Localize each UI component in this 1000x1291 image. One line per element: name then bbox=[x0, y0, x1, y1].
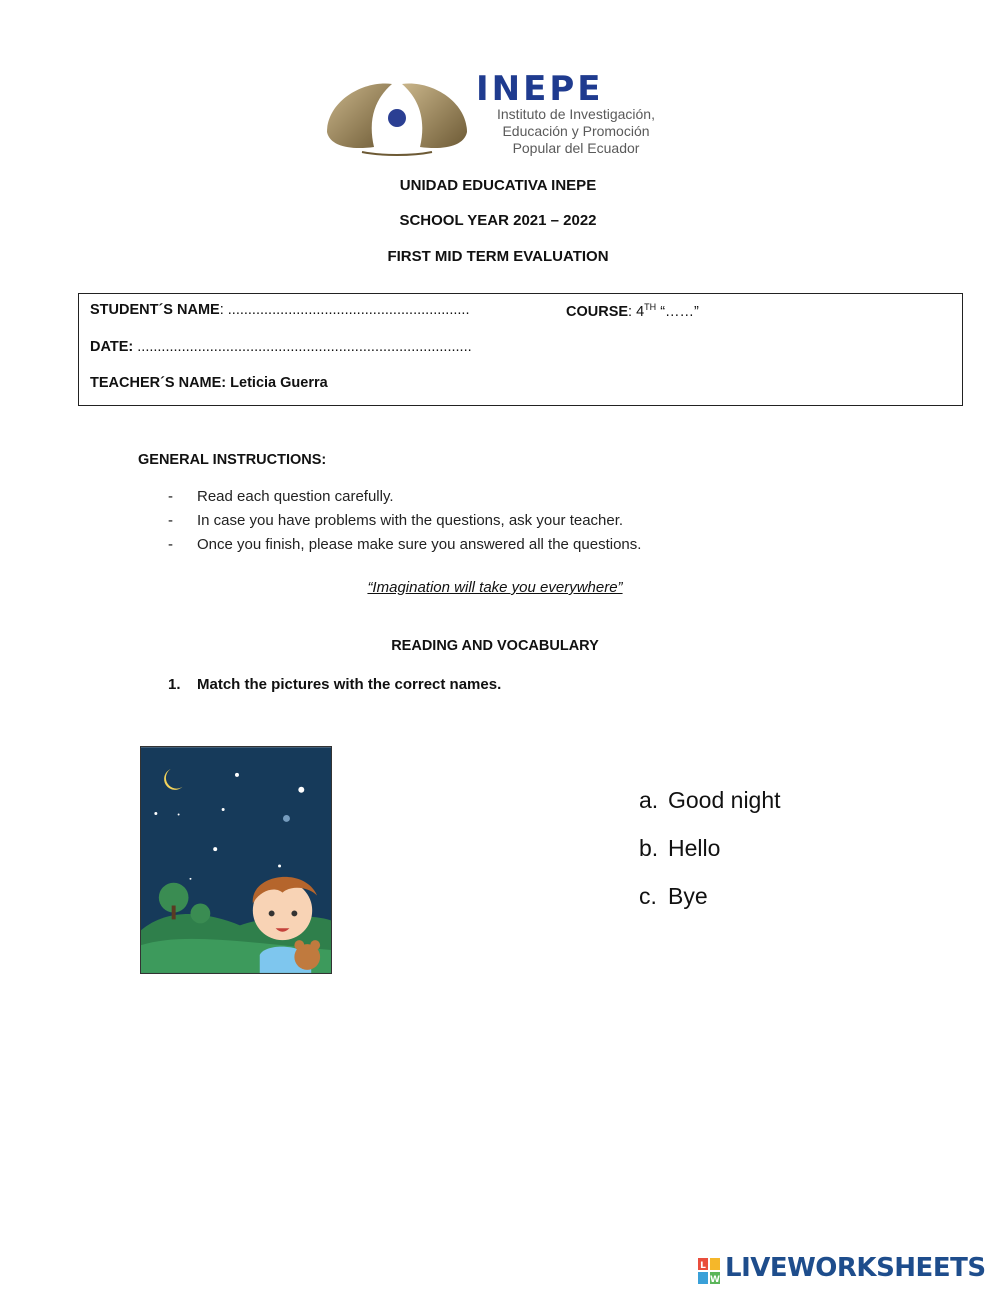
badge-letter-w: W bbox=[710, 1275, 720, 1285]
instructions-title: GENERAL INSTRUCTIONS: bbox=[138, 452, 327, 468]
date-label: DATE: bbox=[90, 339, 134, 355]
bullet-dash: - bbox=[168, 488, 173, 505]
option-good-night[interactable]: Good night bbox=[668, 787, 781, 813]
student-info-box bbox=[78, 293, 963, 406]
option-a-letter: a. bbox=[639, 787, 659, 813]
option-c-letter: c. bbox=[639, 883, 657, 909]
course-row[interactable] bbox=[566, 302, 699, 320]
instruction-item-1: Read each question carefully. bbox=[197, 488, 394, 505]
inepe-logo-hands-icon bbox=[322, 72, 472, 160]
option-hello[interactable]: Hello bbox=[668, 835, 721, 861]
logo-brand-text: INEPE bbox=[476, 69, 604, 109]
logo-subtitle-line-1: Instituto de Investigación, bbox=[497, 106, 655, 122]
date-blank[interactable]: ................................................................................... bbox=[133, 339, 472, 355]
bullet-dash: - bbox=[168, 512, 173, 529]
course-value: : 4 bbox=[628, 303, 645, 320]
student-name-label: STUDENT´S NAME bbox=[90, 302, 220, 318]
section-title: READING AND VOCABULARY bbox=[391, 638, 599, 654]
logo-subtitle-line-2: Educación y Promoción bbox=[502, 123, 650, 139]
bullet-dash: - bbox=[168, 536, 173, 553]
instruction-item-2: In case you have problems with the questions, ask your teacher. bbox=[197, 512, 624, 529]
good-night-picture[interactable] bbox=[140, 746, 332, 974]
teacher-name: TEACHER´S NAME: Leticia Guerra bbox=[90, 375, 328, 391]
option-b-letter: b. bbox=[639, 835, 659, 861]
question-number: 1. bbox=[168, 676, 181, 693]
course-blank[interactable]: “……” bbox=[656, 303, 699, 320]
school-name: UNIDAD EDUCATIVA INEPE bbox=[399, 177, 597, 194]
school-year: SCHOOL YEAR 2021 – 2022 bbox=[399, 212, 597, 229]
course-superscript: TH bbox=[644, 302, 657, 312]
course-label: COURSE bbox=[566, 303, 629, 320]
student-name-row[interactable] bbox=[90, 302, 469, 318]
badge-letter-l: L bbox=[700, 1261, 706, 1271]
question-text: Match the pictures with the correct names. bbox=[197, 676, 502, 693]
date-row[interactable] bbox=[90, 339, 472, 355]
logo-subtitle-line-3: Popular del Ecuador bbox=[512, 140, 640, 156]
liveworksheets-badge-icon bbox=[698, 1256, 722, 1286]
student-name-blank[interactable]: : ............................................................ bbox=[219, 302, 470, 318]
option-bye[interactable]: Bye bbox=[668, 883, 708, 909]
liveworksheets-watermark: LIVEWORKSHEETS bbox=[725, 1253, 986, 1283]
motto-quote: “Imagination will take you everywhere” bbox=[367, 579, 623, 596]
instruction-item-3: Once you finish, please make sure you answered all the questions. bbox=[197, 536, 642, 553]
evaluation-title: FIRST MID TERM EVALUATION bbox=[387, 248, 609, 265]
